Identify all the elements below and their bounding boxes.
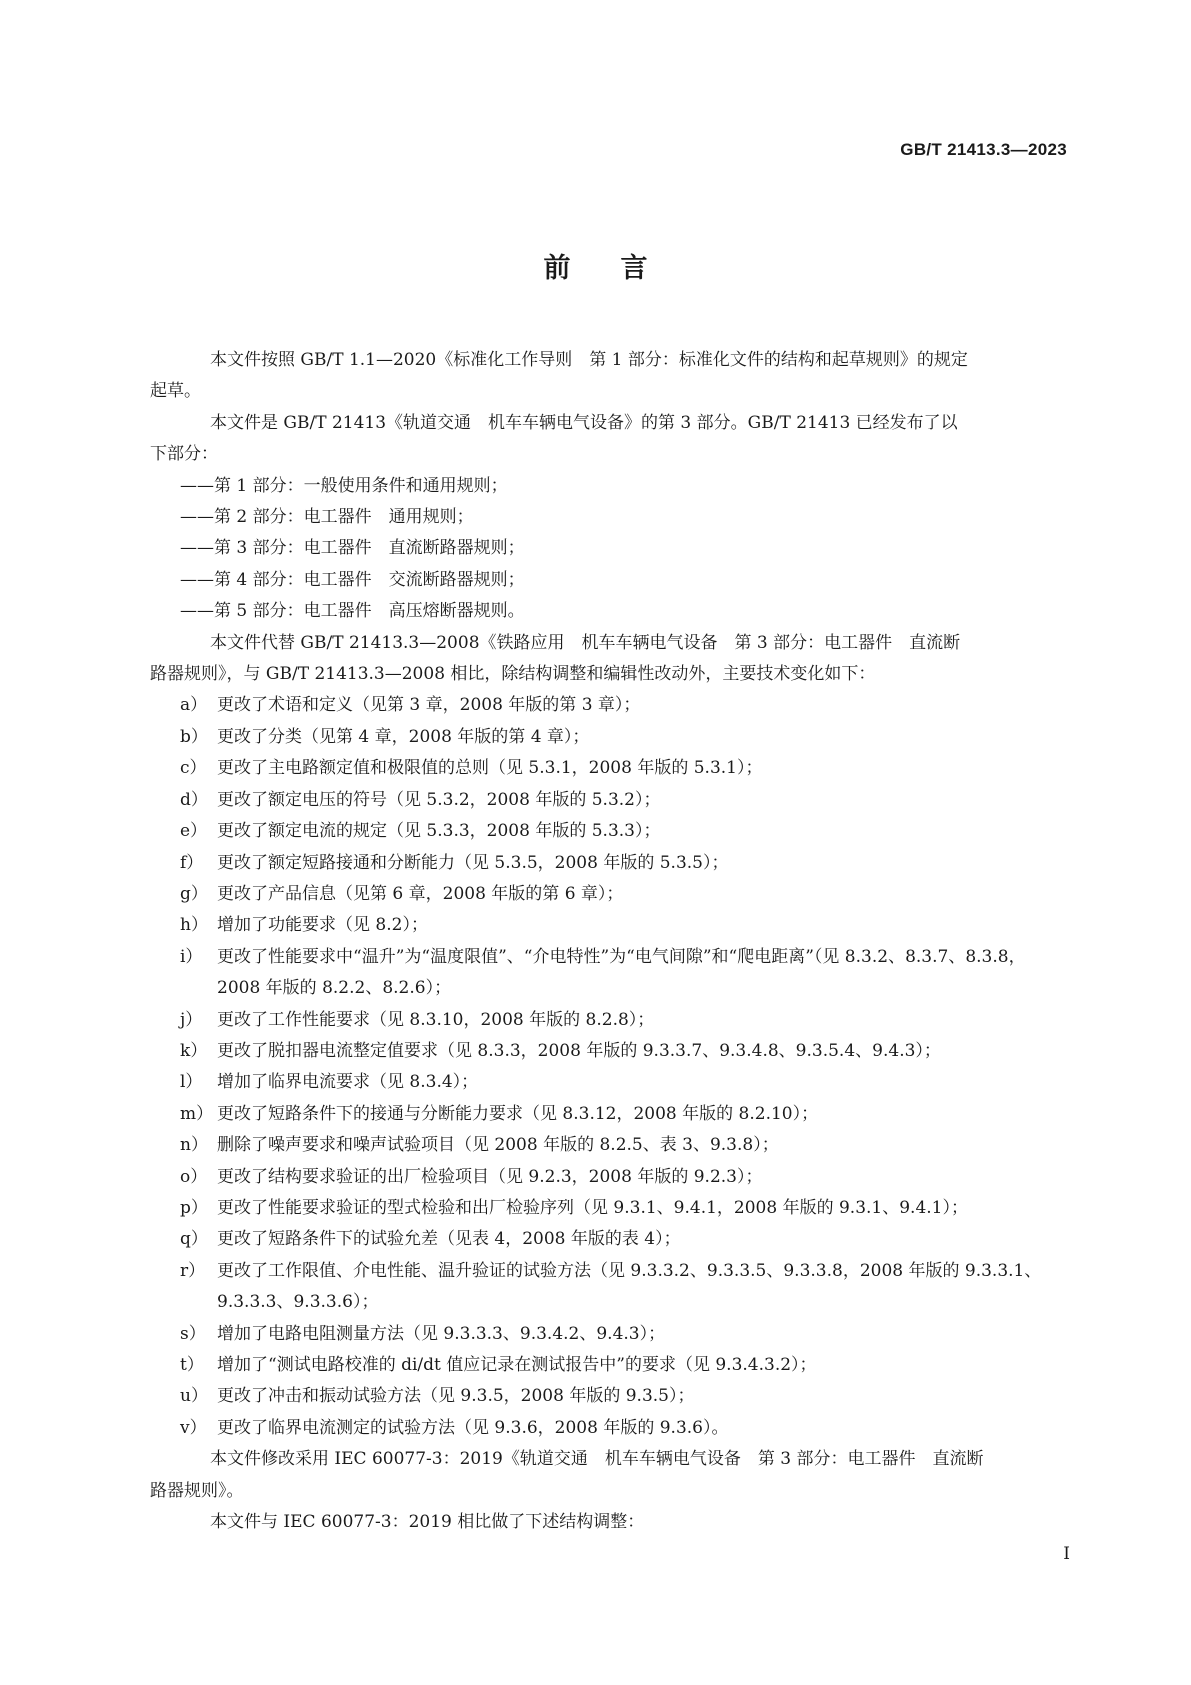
change-item: [180, 879, 1067, 910]
change-item-text: 更改了性能要求验证的型式检验和出厂检验序列（见 9.3.1、9.4.1，2008 年版的 9.3.1、9.4.1）；: [217, 1197, 968, 1218]
paragraph-4: [150, 1444, 1067, 1507]
change-item-marker: g）: [180, 883, 208, 904]
list-item: ——第 1 部分：一般使用条件和通用规则；: [180, 475, 508, 496]
change-item-marker: i）: [180, 946, 203, 967]
list-item: ——第 5 部分：电工器件 高压熔断器规则。: [180, 601, 525, 622]
change-item-text: 更改了脱扣器电流整定值要求（见 8.3.3，2008 年版的 9.3.3.7、9.3.4.8、9.3.5.4、9.4.3）；: [217, 1040, 941, 1061]
change-item-text: 更改了分类（见第 4 章，2008 年版的第 4 章）；: [217, 726, 590, 747]
page-title: 前言: [543, 253, 698, 284]
paragraph-line: 本文件是 GB/T 21413《轨道交通 机车车辆电气设备》的第 3 部分。GB/T 21413 已经发布了以: [210, 412, 958, 433]
change-item-marker: q）: [180, 1229, 208, 1250]
change-item-marker: j）: [180, 1009, 203, 1030]
change-item-marker: r）: [180, 1260, 206, 1281]
change-item: [180, 1099, 1067, 1130]
change-item-marker: b）: [180, 726, 208, 747]
change-item-text: 增加了“测试电路校准的 di/dt 值应记录在测试报告中”的要求（见 9.3.4.3.2）；: [217, 1355, 817, 1375]
paragraph-line: 本文件与 IEC 60077-3：2019 相比做了下述结构调整：: [210, 1512, 645, 1533]
change-item: [180, 1224, 1067, 1255]
list-item: ——第 3 部分：电工器件 直流断路器规则；: [180, 538, 525, 559]
paragraph-3: [150, 628, 1067, 691]
change-item: [180, 1256, 1067, 1319]
change-item-marker: h）: [180, 915, 208, 936]
paragraph-line: 路器规则》。: [150, 1480, 244, 1501]
foreword-body: [150, 345, 1067, 1538]
change-item-marker: a）: [180, 695, 208, 716]
paragraph-5: [180, 1507, 1067, 1538]
change-item: [180, 1005, 1067, 1036]
change-item-marker: s）: [180, 1323, 206, 1344]
change-item-text: 更改了额定电压的符号（见 5.3.2，2008 年版的 5.3.2）；: [217, 789, 661, 810]
change-item: [180, 690, 1067, 721]
page-number: I: [1063, 1544, 1070, 1564]
change-item: [180, 848, 1067, 879]
change-item: [180, 1036, 1067, 1067]
change-item-marker: p）: [180, 1197, 208, 1218]
change-item: [180, 910, 1067, 941]
change-item-text: 增加了电路电阻测量方法（见 9.3.3.3、9.3.4.2、9.4.3）；: [217, 1323, 666, 1344]
change-item: [180, 942, 1067, 1005]
change-item-marker: d）: [180, 789, 208, 810]
change-item-text: 更改了性能要求中“温升”为“温度限值”、“介电特性”为“电气间隙”和“爬电距离”（见 8.3.2、8.3.7、8.3.8，2008 年版的 8.2.2、8.2.6）；: [217, 946, 1026, 999]
change-item-text: 更改了工作性能要求（见 8.3.10，2008 年版的 8.2.8）；: [217, 1009, 655, 1030]
change-item-marker: o）: [180, 1166, 208, 1187]
paragraph-line: 本文件代替 GB/T 21413.3—2008《铁路应用 机车车辆电气设备 第 3 部分：电工器件 直流断: [210, 632, 961, 653]
change-item: [180, 816, 1067, 847]
paragraph-2: [150, 408, 1067, 471]
change-item-marker: m）: [180, 1103, 214, 1124]
change-item: [180, 1162, 1067, 1193]
change-item: [180, 722, 1067, 753]
change-item-text: 增加了功能要求（见 8.2）；: [217, 915, 428, 936]
change-item: [180, 1319, 1067, 1350]
change-item-text: 更改了术语和定义（见第 3 章，2008 年版的第 3 章）；: [217, 695, 641, 716]
change-item-marker: c）: [180, 758, 207, 779]
change-item-text: 更改了产品信息（见第 6 章，2008 年版的第 6 章）；: [217, 883, 624, 904]
standard-number: GB/T 21413.3—2023: [900, 140, 1067, 159]
change-item-text: 更改了临界电流测定的试验方法（见 9.3.6，2008 年版的 9.3.6）。: [217, 1417, 729, 1438]
change-item: [180, 1350, 1067, 1381]
change-item-text: 更改了结构要求验证的出厂检验项目（见 9.2.3，2008 年版的 9.2.3）；: [217, 1166, 763, 1187]
change-item-text: 删除了噪声要求和噪声试验项目（见 2008 年版的 8.2.5、表 3、9.3.8）；: [217, 1135, 779, 1156]
changes-list: [180, 690, 1067, 1444]
change-item-text: 更改了主电路额定值和极限值的总则（见 5.3.1，2008 年版的 5.3.1）；: [217, 758, 763, 779]
change-item-marker: n）: [180, 1135, 208, 1156]
change-item: [180, 1381, 1067, 1412]
list-item: ——第 2 部分：电工器件 通用规则；: [180, 507, 474, 528]
change-item: [180, 1413, 1067, 1444]
paragraph-line: 本文件修改采用 IEC 60077-3：2019《轨道交通 机车车辆电气设备 第 3 部分：电工器件 直流断: [210, 1449, 984, 1470]
change-item-marker: k）: [180, 1040, 208, 1061]
list-item: ——第 4 部分：电工器件 交流断路器规则；: [180, 569, 525, 590]
parts-list: [180, 471, 1067, 628]
change-item: [180, 785, 1067, 816]
change-item-text: 更改了额定短路接通和分断能力（见 5.3.5，2008 年版的 5.3.5）；: [217, 852, 729, 873]
change-item-marker: v）: [180, 1417, 207, 1438]
change-item-text: 更改了短路条件下的接通与分断能力要求（见 8.3.12，2008 年版的 8.2.10）；: [217, 1103, 819, 1124]
change-item-marker: l）: [180, 1072, 203, 1093]
change-item: [180, 753, 1067, 784]
paragraph-line: 下部分：: [150, 444, 218, 465]
change-item-text: 更改了冲击和振动试验方法（见 9.3.5，2008 年版的 9.3.5）；: [217, 1386, 695, 1407]
change-item-marker: e）: [180, 821, 208, 842]
paragraph-1: [150, 345, 1067, 408]
change-item-text: 更改了额定电流的规定（见 5.3.3，2008 年版的 5.3.3）；: [217, 821, 661, 842]
change-item-text: 更改了短路条件下的试验允差（见表 4，2008 年版的表 4）；: [217, 1229, 681, 1250]
change-item: [180, 1067, 1067, 1098]
change-item: [180, 1130, 1067, 1161]
change-item: [180, 1193, 1067, 1224]
change-item-marker: f）: [180, 852, 204, 873]
paragraph-line: 本文件按照 GB/T 1.1—2020《标准化工作导则 第 1 部分：标准化文件的结构和起草规则》的规定: [210, 350, 968, 370]
change-item-marker: t）: [180, 1355, 204, 1375]
change-item-text: 增加了临界电流要求（见 8.3.4）；: [217, 1072, 479, 1093]
paragraph-line: 起草。: [150, 381, 201, 402]
paragraph-line: 路器规则》，与 GB/T 21413.3—2008 相比，除结构调整和编辑性改动外，主要技术变化如下：: [150, 664, 876, 685]
change-item-marker: u）: [180, 1386, 208, 1407]
change-item-text: 更改了工作限值、介电性能、温升验证的试验方法（见 9.3.3.2、9.3.3.5、9.3.3.8，2008 年版的 9.3.3.1、9.3.3.3、9.3.3.6）；: [217, 1260, 1042, 1313]
